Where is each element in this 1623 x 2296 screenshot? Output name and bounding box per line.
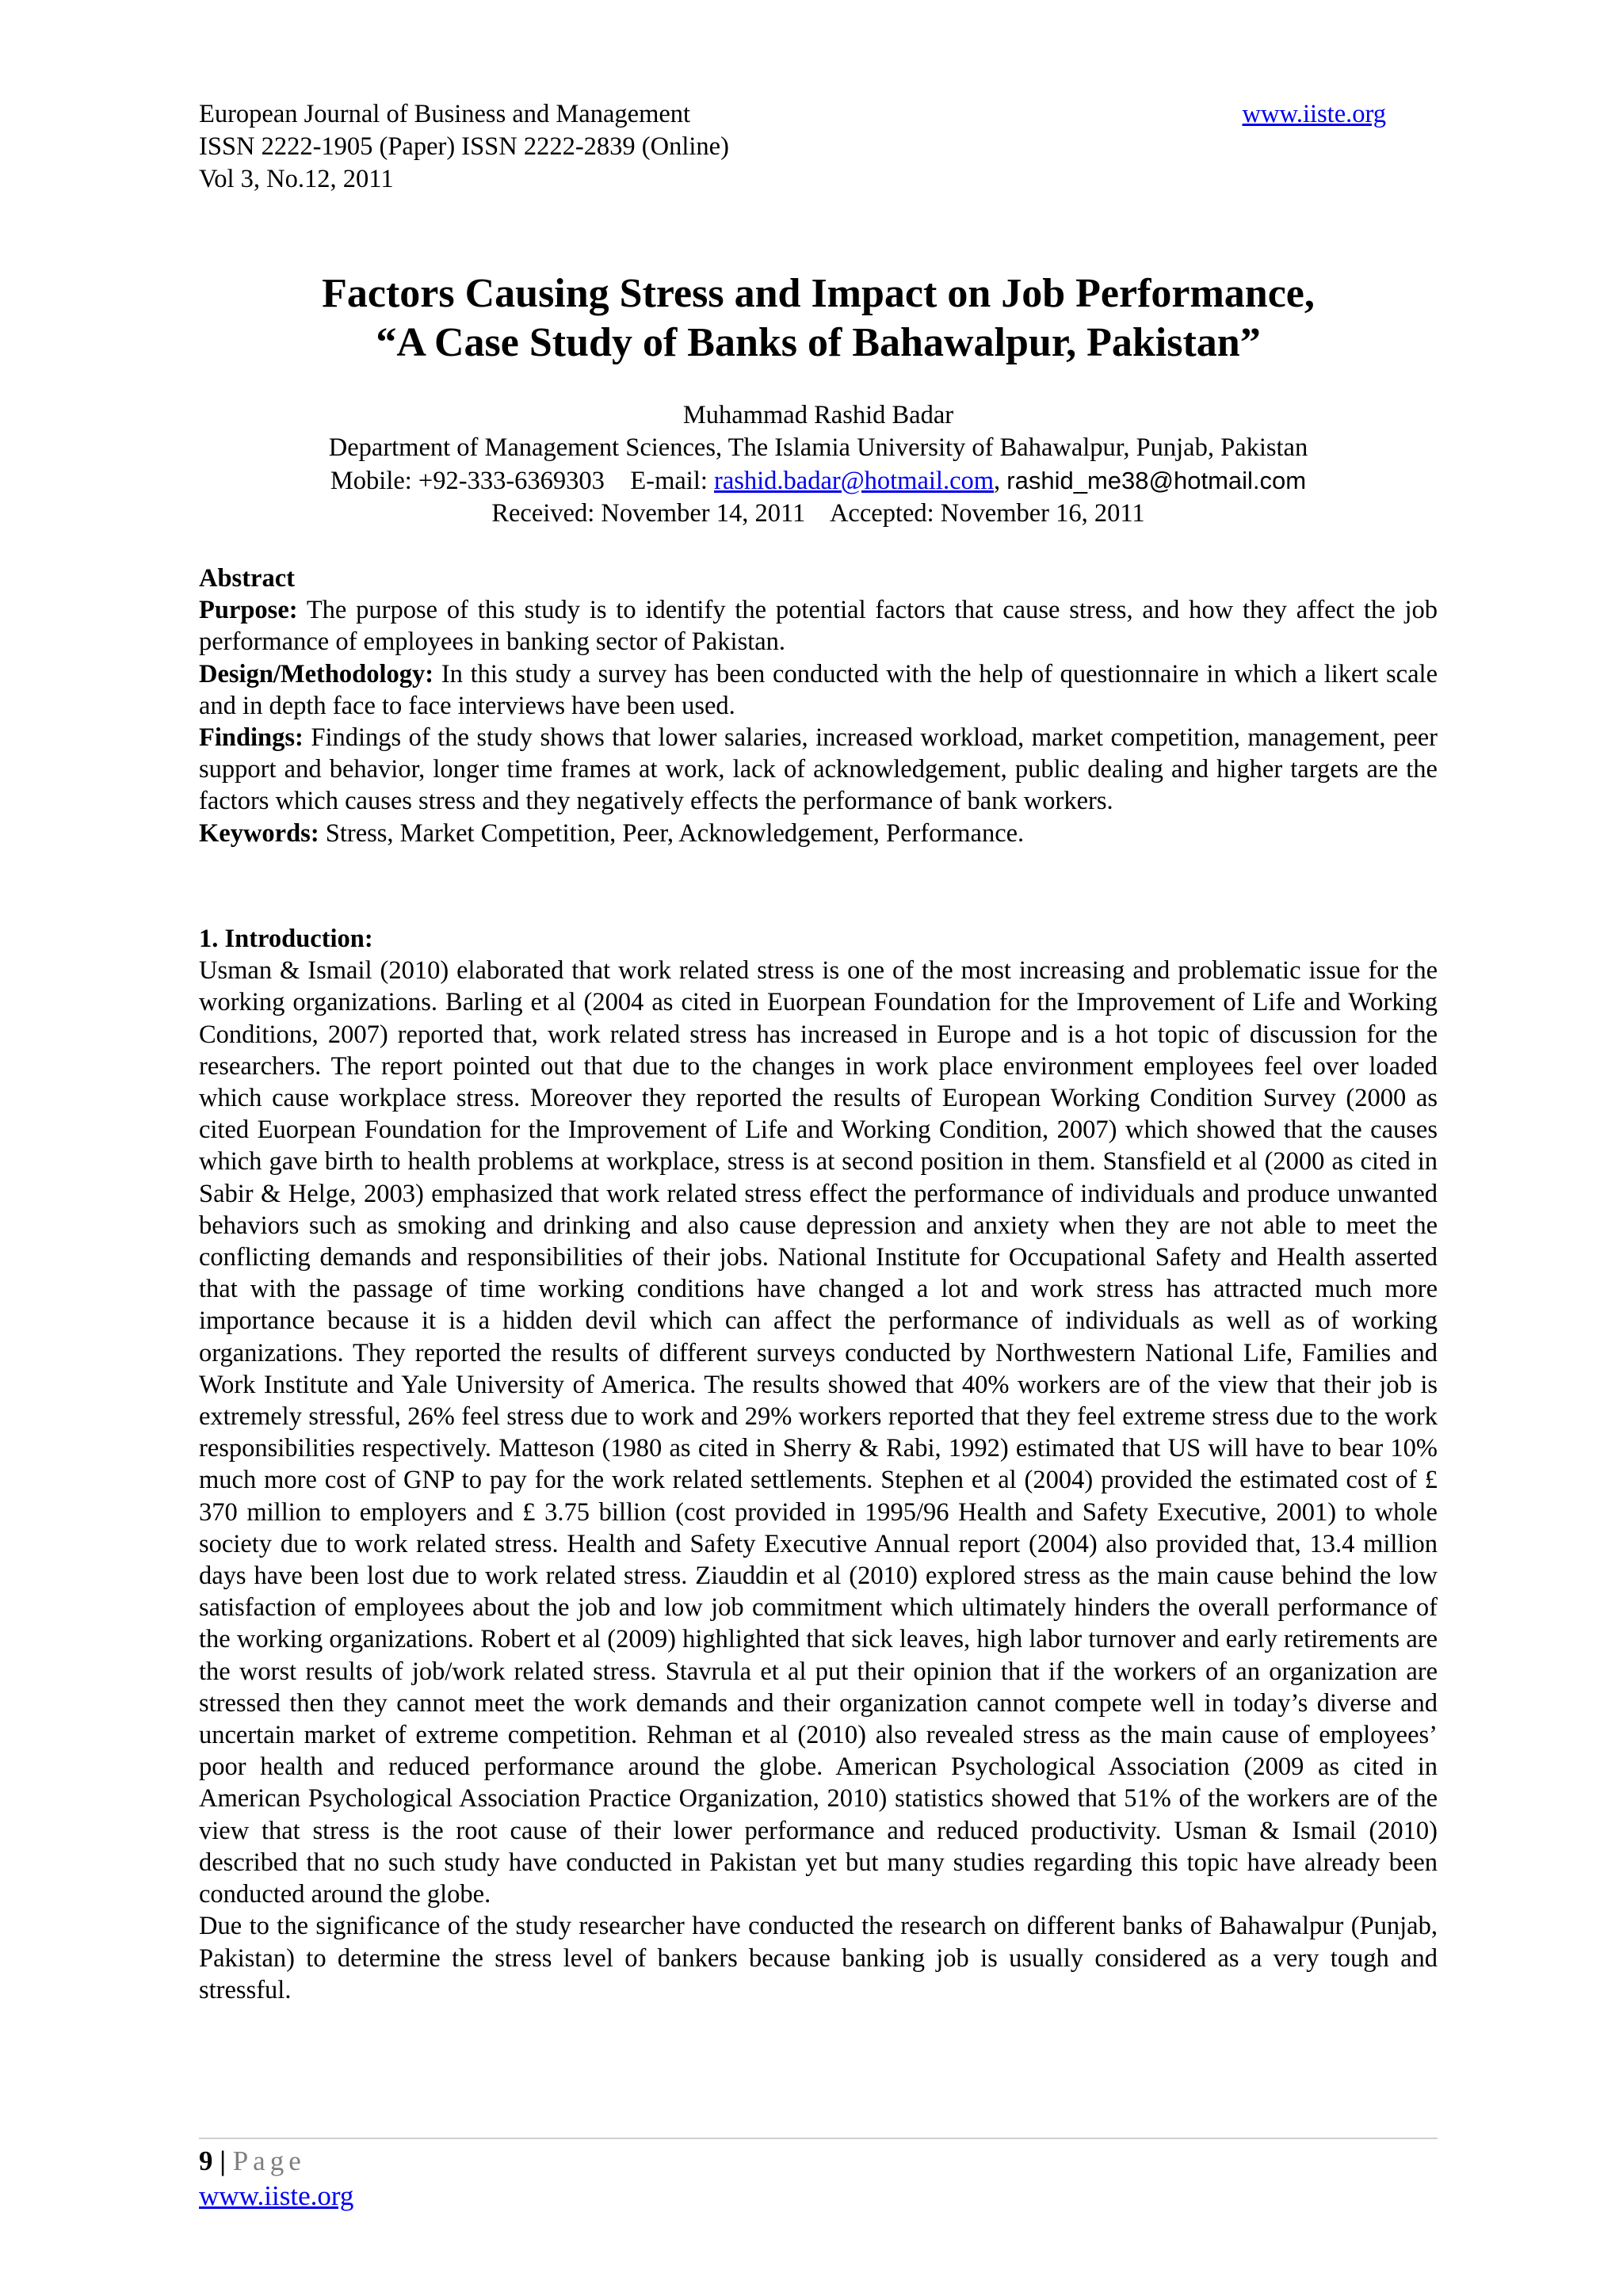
abstract-purpose [199,594,1438,658]
findings-label: Findings: [199,723,304,753]
accepted-date: Accepted: November 16, 2011 [829,499,1145,528]
introduction-paragraph-2: Due to the significance of the study researcher have conducted the research on different banks of Bahawalpur (Punjab, Pakistan) to determine the stress level of bankers because banking job is usually considered as a very tough and stressful. [199,1912,1438,2004]
abstract-keywords [199,818,1438,849]
footer-url-link[interactable]: www.iiste.org [199,2180,354,2211]
footer-divider [199,2138,1438,2139]
secondary-email: rashid_me38@hotmail.com [1006,467,1307,494]
design-text: In this study a survey has been conducted with the help of questionnaire in which a likert scale and in depth face to face interviews have been used. [199,659,1438,720]
abstract-section [199,563,1438,849]
email-separator: , [994,467,1001,495]
introduction-heading: 1. Introduction: [199,925,373,953]
design-label: Design/Methodology: [199,659,434,688]
paper-title [199,269,1438,368]
introduction-paragraph-1: Usman & Ismail (2010) elaborated that work related stress is one of the most increasing and problematic issue for the working organizations. Barling et al (2004 as cited in Euorpean Foundation for the Improvement of Life and Working Conditions, 2007) reported that, work related stress has increased in Europe and is a hot topic of discussion for the researchers. The report pointed out that due to the changes in work place environment employees feel over loaded which cause workplace stress. Moreover they reported the results of European Working Condition Survey (2000 as cited Euorpean Foundation for the Improvement of Life and Working Condition, 2007) which showed that the causes which gave birth to health problems at workplace, stress is at second position in them. Stansfield et al (2000 as cited in Sabir & Helge, 2003) emphasized that work related stress effect the performance of individuals and produce unwanted behaviors such as smoking and drinking and also cause depression and anxiety when they are not able to meet the conflicting demands and responsibilities of their jobs. National Institute for Occupational Safety and Health asserted that with the passage of time working conditions have changed a lot and work stress has attracted much more importance because it is a hidden devil which can affect the performance of individuals as well as of working organizations. They reported the results of different surveys conducted by Northwestern National Life, Families and Work Institute and Yale University of America. The results showed that 40% workers are of the view that their job is extremely stressful, 26% feel stress due to work and 29% workers reported that they feel extreme stress due to the work responsibilities respectively. Matteson (1980 as cited in Sherry & Rabi, 1992) estimated that US will have to bear 10% much more cost of GNP to pay for the work related settlements. Stephen et al (2004) provided the estimated cost of £ 370 million to employers and £ 3.75 billion (cost provided in 1995/96 Health and Safety Executive, 2001) to whole society due to work related stress. Health and Safety Executive Annual report (2004) also provided that, 13.4 million days have been lost due to work related stress. Ziauddin et al (2010) explored stress as the main cause behind the low satisfaction of employees about the job and low job commitment which ultimately hinders the overall performance of the working organizations. Robert et al (2009) highlighted that sick leaves, high labor turnover and early retirements are the worst results of job/work related stress. Stavrula et al put their opinion that if the workers of an organization are stressed then they cannot meet the work demands and their organization cannot compete well in today’s diverse and uncertain market of extreme competition. Rehman et al (2010) also revealed stress as the main cause of employees’ poor health and reduced performance around the globe. American Psychological Association (2009 as cited in American Psychological Association Practice Organization, 2010) statistics showed that 51% of the workers are of the view that stress is the root cause of their lower performance and reduced productivity. Usman & Ismail (2010) described that no such study have conducted in Pakistan yet but many studies regarding this topic have already been conducted around the globe. [199,956,1438,1909]
email-label: E-mail: [630,467,708,495]
page-indicator [199,2144,353,2179]
keywords-text: Stress, Market Competition, Peer, Acknowledgement, Performance. [319,818,1025,848]
author-affiliation: Department of Management Sciences, The Islamia University of Bahawalpur, Punjab, Pakistan [328,433,1308,462]
author-contact [199,464,1438,498]
page-number: 9 [199,2145,213,2176]
abstract-design [199,658,1438,722]
journal-volume: Vol 3, No.12, 2011 [199,165,394,193]
submission-dates [199,498,1438,530]
journal-name: European Journal of Business and Management [199,100,691,128]
journal-url-link[interactable]: www.iiste.org [1242,100,1386,128]
page-footer [199,2144,353,2214]
page-label: Page [232,2145,306,2176]
purpose-text: The purpose of this study is to identify the potential factors that cause stress, and how they affect the job performance of employees in banking sector of Pakistan. [199,596,1438,657]
title-line-1: Factors Causing Stress and Impact on Job Performance, [322,271,1315,316]
author-name: Muhammad Rashid Badar [682,401,954,429]
page-separator: | [212,2145,233,2176]
author-block [199,399,1438,530]
abstract-findings [199,722,1438,818]
title-line-2: “A Case Study of Banks of Bahawalpur, Pakistan” [376,320,1261,365]
email-link[interactable]: rashid.badar@hotmail.com [714,467,995,495]
author-mobile: Mobile: +92-333-6369303 [330,467,605,495]
abstract-heading: Abstract [199,564,295,593]
journal-issn: ISSN 2222-1905 (Paper) ISSN 2222-2839 (Online) [199,132,729,161]
purpose-label: Purpose: [199,596,298,625]
findings-text: Findings of the study shows that lower salaries, increased workload, market competition, management, peer support and behavior, longer time frames at work, lack of acknowledgement, public dealing and higher targets are the factors which causes stress and they negatively effects the performance of bank workers. [199,723,1438,816]
received-date: Received: November 14, 2011 [491,499,806,528]
keywords-label: Keywords: [199,818,319,848]
journal-header [199,98,1386,196]
introduction-section [199,923,1438,2006]
